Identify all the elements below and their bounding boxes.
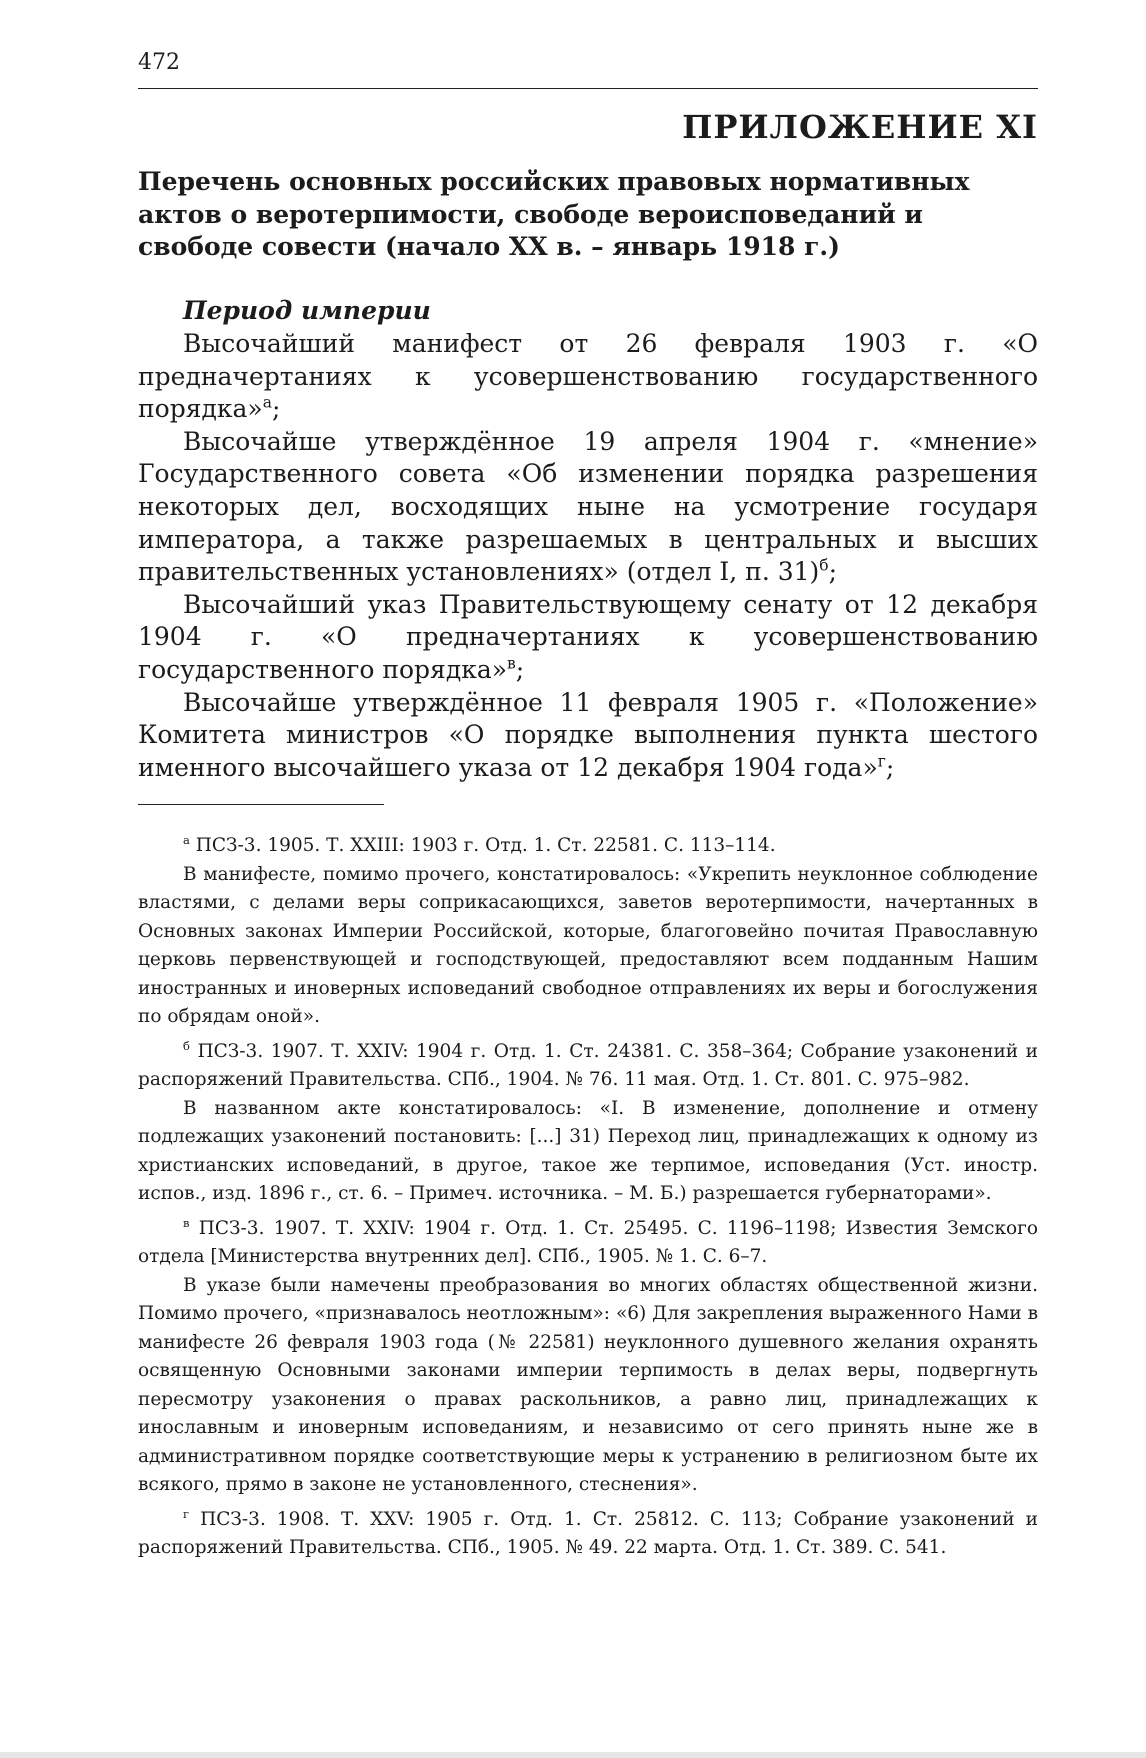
- footnote: [138, 832, 1038, 861]
- footnote-mark: в: [183, 1215, 190, 1230]
- footnote: [138, 1506, 1038, 1563]
- footnote-text: В манифесте, помимо прочего, констатировалось: «Укрепить неуклонное соблюдение властями, с делами веры соприкасающихся, заветов веротерпимости, начертанных в Основных законах Империи Российской, которые, благоговейно почитая Православную церковь первенствующей и господствующей, предоставляют всем подданным Нашим иностранных и иноверных исповеданий свободное отправлениях их веры и богослужения по обрядам оной».: [138, 863, 1038, 1027]
- entry-text: Высочайше утверждённое 11 февраля 1905 г. «Положение» Комитета министров «О порядке выполнения пункта шестого именного высочайшего указа от 12 декабря 1904 года»: [138, 687, 1038, 782]
- header-rule: [138, 88, 1038, 89]
- entry-end: ;: [828, 557, 838, 587]
- entry-text: Высочайше утверждённое 19 апреля 1904 г. «мнение» Государственного совета «Об изменении порядка разрешения некоторых дел, восходящих ныне на усмотрение государя императора, а также разрешаемых в центральных и высших правительственных установлениях» (отдел I, п. 31): [138, 426, 1038, 587]
- footnote-text: В названном акте констатировалось: «I. В изменение, дополнение и отмену подлежащих узаконений постановить: [...] 31) Переход лиц, принадлежащих к одному из христианских исповеданий, в другое, такое же терпимое, исповедания (Уст. иностр. испов., изд. 1896 г., ст. 6. – Примеч. источника. – М. Б.) разрешается губернаторами».: [138, 1097, 1038, 1204]
- scan-edge: [0, 1752, 1146, 1758]
- entry-end: ;: [271, 394, 281, 424]
- footnote-text: ПСЗ-3. 1905. Т. XXIII: 1903 г. Отд. 1. Ст. 22581. С. 113–114.: [195, 835, 776, 856]
- footnote-comment: [138, 861, 1038, 1032]
- footnote-rule: [138, 804, 384, 805]
- appendix-title: ПРИЛОЖЕНИЕ XI: [682, 108, 1038, 146]
- footnote-ref: а: [262, 393, 272, 412]
- footnote-ref: в: [507, 654, 516, 673]
- footnote-text: ПСЗ-3. 1907. Т. XXIV: 1904 г. Отд. 1. Ст. 24381. С. 358–364; Собрание узаконений и распоряжений Правительства. СПб., 1904. № 76. 11 мая. Отд. 1. Ст. 801. С. 975–982.: [138, 1040, 1038, 1090]
- footnote-ref: г: [877, 752, 886, 771]
- footnote-mark: б: [183, 1038, 190, 1053]
- footnote: [138, 1038, 1038, 1095]
- footnote-text: В указе были намечены преобразования во многих областях общественной жизни. Помимо прочего, «признавалось неотложным»: «6) Для закрепления выраженного Нами в манифесте 26 февраля 1903 года (№ 22581) неуклонного душевного желания охранять освященную Основными законами империи терпимость в делах веры, подвергнуть пересмотру узаконения о правах раскольников, а равно лиц, принадлежащих к инославным и иноверным исповеданиям, и независимо от сего принять ныне же в административном порядке соответствующие меры к устранению в религиозном быте их всякого, прямо в законе не установленного, стеснения».: [138, 1274, 1038, 1495]
- section-heading: Период империи: [183, 296, 431, 325]
- entry-paragraph: [138, 589, 1038, 687]
- entry-paragraph: [138, 328, 1038, 426]
- document-title: Перечень основных российских правовых нормативных актов о веротерпимости, свободе вероисповеданий и свободе совести (начало XX в. – январь 1918 г.): [138, 167, 970, 261]
- entry-text: Высочайший манифест от 26 февраля 1903 г. «О предначертаниях к усовершенствованию государственного порядка»: [138, 329, 1038, 424]
- entry-paragraph: [138, 426, 1038, 589]
- footnote-text: ПСЗ-3. 1907. Т. XXIV: 1904 г. Отд. 1. Ст. 25495. С. 1196–1198; Известия Земского отдела [Министерства внутренних дел]. СПб., 1905. № 1. С. 6–7.: [138, 1217, 1038, 1267]
- footnote-ref: б: [819, 556, 829, 575]
- entry-paragraph: [138, 687, 1038, 785]
- footnote: [138, 1215, 1038, 1272]
- footnote-mark: а: [183, 832, 190, 847]
- footnote-text: ПСЗ-3. 1908. Т. XXV: 1905 г. Отд. 1. Ст. 25812. С. 113; Собрание узаконений и распоряжений Правительства. СПб., 1905. № 49. 22 марта. Отд. 1. Ст. 389. С. 541.: [138, 1508, 1039, 1558]
- entry-end: ;: [515, 654, 525, 684]
- entry-end: ;: [885, 752, 895, 782]
- main-text: [138, 328, 1038, 784]
- page-number: 472: [138, 50, 180, 75]
- footnote-mark: г: [183, 1506, 190, 1521]
- footnote-comment: [138, 1272, 1038, 1500]
- entry-text: Высочайший указ Правительствующему сенату от 12 декабря 1904 г. «О предначертаниях к усовершенствованию государственного порядка»: [138, 589, 1038, 684]
- footnote-comment: [138, 1095, 1038, 1209]
- footnotes: [138, 826, 1038, 1563]
